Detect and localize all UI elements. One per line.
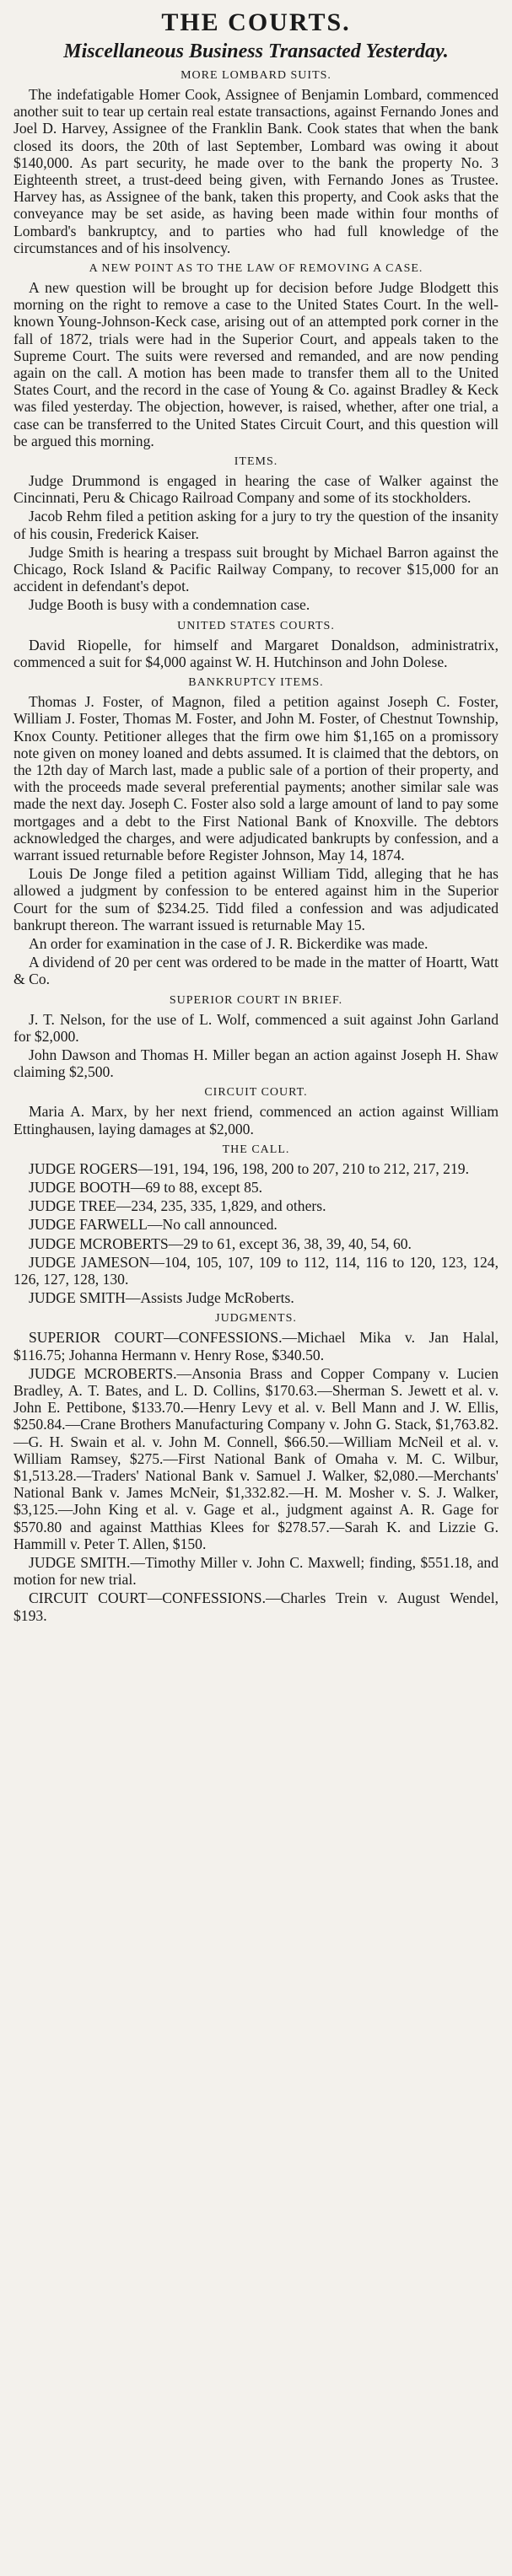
section-heading-call: THE CALL. (222, 1143, 290, 1156)
paragraph: An order for examination in the case of J. R. Bickerdike was made. (29, 934, 428, 952)
section-heading-items: ITEMS. (234, 455, 278, 469)
paragraph: David Riopelle, for himself and Margaret Donaldson, administratrix, commenced a suit for $4,000 against W. H. Hutchinson and John Dolese. (13, 636, 499, 670)
paragraph: Louis De Jonge filed a petition against William Tidd, alleging that he has allowed a judgment by confession to be entered against him in the Superior Court for the sum of $234.25. Tidd filed a confession and was adjudicated bankrupt thereon. The warrant issued is returnable May 15. (13, 865, 499, 933)
call-entry: JUDGE MCROBERTS—29 to 61, except 36, 38, 39, 40, 54, 60. (29, 1234, 412, 1252)
paragraph: CIRCUIT COURT—CONFESSIONS.—Charles Trein v. August Wendel, $193. (13, 1589, 499, 1624)
section-heading-bankruptcy: BANKRUPTCY ITEMS. (188, 676, 324, 690)
paragraph: JUDGE MCROBERTS.—Ansonia Brass and Copper Company v. Lucien Bradley, A. T. Bates, and L. D. Collins, $170.63.—Sherman S. Jewett et al. v. John E. Pettibone, $133.70.—Henry Levy et al. v. Bell Mann and J. W. Ellis, $250.84.—Crane Brothers Manufacturing Company v. John G. Stack, $1,763.82.—G. H. Swain et al. v. John M. Connell, $66.50.—William McNeil et al. v. William Ramsey, $275.—First National Bank of Omaha v. M. C. Wilbur, $1,513.28.—Traders' National Bank v. Samuel J. Walker, $2,080.—Merchants' National Bank v. James McNeir, $1,332.82.—H. M. Mosher v. S. J. Walker, $3,125.—John King et al. v. Gage et al., judgment against A. R. Gage for $570.80 and against Matthias Klees for $278.57.—Sarah K. and Lizzie G. Hammill v. Peter T. Allen, $150. (13, 1364, 499, 1552)
paragraph: SUPERIOR COURT—CONFESSIONS.—Michael Mika v. Jan Halal, $116.75; Johanna Hermann v. Henry Rose, $340.50. (13, 1329, 499, 1363)
paragraph: Judge Smith is hearing a trespass suit brought by Michael Barron against the Chicago, Rock Island & Pacific Railway Company, to recover $15,000 for an accident in defendant's depot. (13, 543, 499, 595)
section-heading-superior-brief: SUPERIOR COURT IN BRIEF. (169, 993, 343, 1007)
paragraph: A dividend of 20 per cent was ordered to be made in the matter of Hoartt, Watt & Co. (13, 954, 499, 988)
paragraph: J. T. Nelson, for the use of L. Wolf, commenced a suit against John Garland for $2,000. (13, 1010, 499, 1045)
paragraph: Thomas J. Foster, of Magnon, filed a petition against Joseph C. Foster, William J. Foster, Thomas M. Foster, and John M. Foster, of Chestnut Township, Knox County. Petitioner alleges that the firm owe him $1,165 on a promissory note given on money loaned and debts assumed. It is claimed that the debtors, on the 12th day of March last, made a public sale of a portion of their property, and with the proceeds made several preferential payments; another similar sale was made the next day. Joseph C. Foster also sold a large amount of land to pay some mortgages and a debt to the First National Bank of Knoxville. The debtors acknowledged the charges, and were adjudicated bankrupts by confession, and a warrant issued returnable before Register Johnson, May 14, 1874. (13, 693, 499, 863)
section-heading-us-courts: UNITED STATES COURTS. (177, 619, 335, 632)
call-entry: JUDGE TREE—234, 235, 335, 1,829, and others. (29, 1197, 326, 1215)
paragraph: A new question will be brought up for decision before Judge Blodgett this morning on the right to remove a case to the United States Court. In the well-known Young-Johnson-Keck case, arising out of an attempted pork corner in the fall of 1872, trials were had in the Superior Court, and appeals taken to the Supreme Court. The suits were reversed and remanded, and are now pending again on the call. A motion has been made to transfer them all to the United States Court, and the record in the case of Young & Co. against Bradley & Keck was filed yesterday. The objection, however, is raised, whether, after one trial, a case can be transferred to the United States Circuit Court, and this question will be argued this morning. (13, 279, 499, 449)
section-heading-new-point: A NEW POINT AS TO THE LAW OF REMOVING A CASE. (89, 262, 423, 276)
section-heading-lombard: MORE LOMBARD SUITS. (181, 69, 331, 82)
paragraph: John Dawson and Thomas H. Miller began an action against Joseph H. Shaw claiming $2,500. (13, 1046, 499, 1081)
deck: Miscellaneous Business Transacted Yesterday. (63, 40, 449, 62)
paragraph: Maria A. Marx, by her next friend, commenced an action against William Ettinghausen, laying damages at $2,000. (13, 1103, 499, 1137)
call-entry: JUDGE SMITH—Assists Judge McRoberts. (29, 1289, 294, 1307)
call-entry: JUDGE FARWELL—No call announced. (29, 1216, 278, 1234)
call-entry: JUDGE JAMESON—104, 105, 107, 109 to 112, 114, 116 to 120, 123, 124, 126, 127, 128, 130. (13, 1253, 499, 1288)
paragraph: JUDGE SMITH.—Timothy Miller v. John C. Maxwell; finding, $551.18, and motion for new trial. (13, 1554, 499, 1589)
section-heading-judgments: JUDGMENTS. (215, 1312, 297, 1326)
paragraph: Judge Drummond is engaged in hearing the case of Walker against the Cincinnati, Peru & Chicago Railroad Company and some of its stockholders. (13, 472, 499, 507)
paragraph: Jacob Rehm filed a petition asking for a jury to try the question of the insanity of his cousin, Frederick Kaiser. (13, 508, 499, 542)
call-entry: JUDGE BOOTH—69 to 88, except 85. (29, 1178, 263, 1196)
headline: THE COURTS. (161, 8, 351, 36)
call-entry: JUDGE ROGERS—191, 194, 196, 198, 200 to 207, 210 to 212, 217, 219. (29, 1159, 469, 1177)
paragraph: Judge Booth is busy with a condemnation case. (29, 596, 310, 614)
paragraph: The indefatigable Homer Cook, Assignee of Benjamin Lombard, commenced another suit to tear up certain real estate transactions, against Fernando Jones and Joel D. Harvey, Assignee of the Franklin Bank. Cook states that when the bank closed its doors, the 20th of last September, Lombard was owing it about $140,000. As part security, he made over to the bank the property No. 3 Eighteenth street, a trust-deed being given, with Fernando Jones as Trustee. Harvey has, as Assignee of the bank, taken this property, and Cook asks that the conveyance may be set aside, as having been made within four months of Lombard's bankruptcy, and to parties who had full knowledge of the circumstances and of his insolvency. (13, 86, 499, 256)
section-heading-circuit: CIRCUIT COURT. (204, 1086, 308, 1100)
